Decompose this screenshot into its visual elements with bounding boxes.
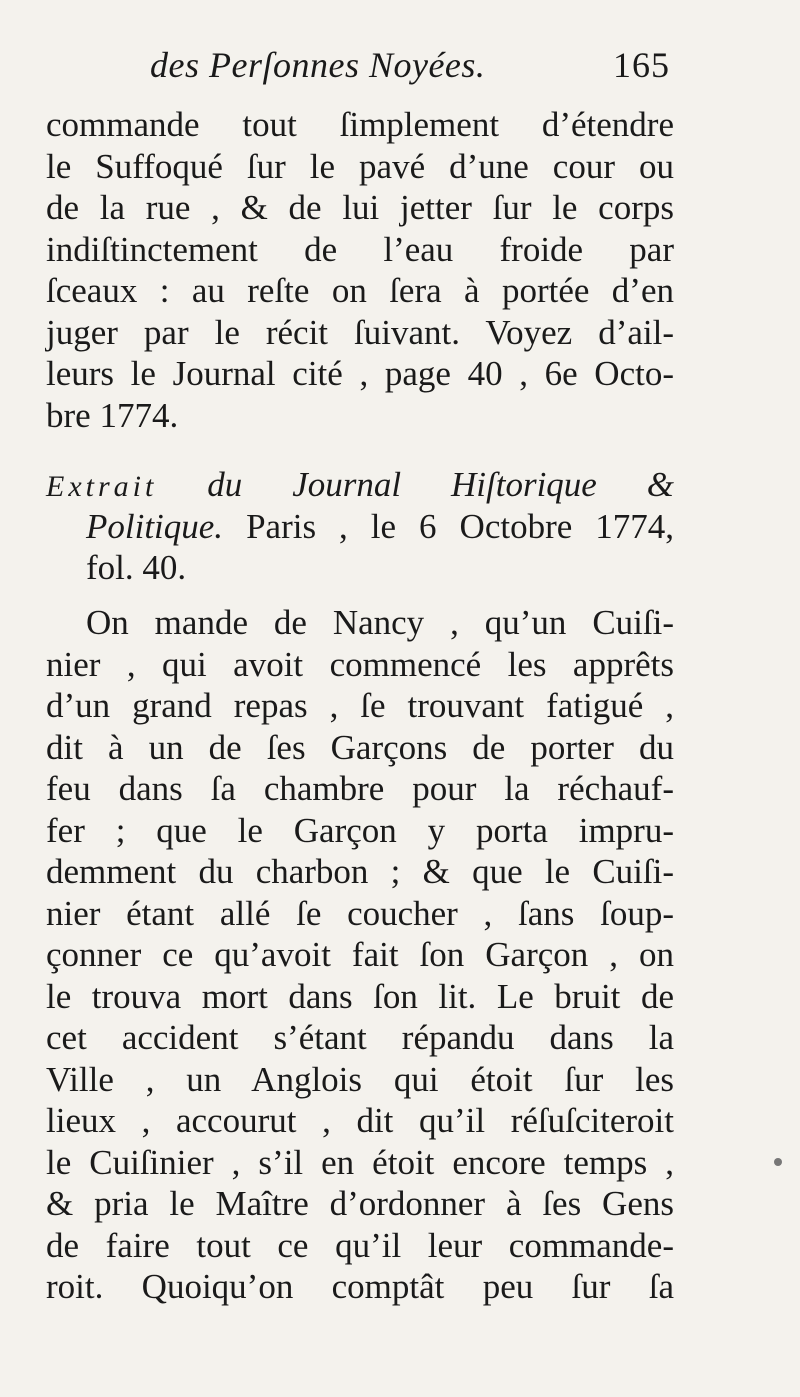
text-line: d’un grand repas , ſe trouvant fatigué , [46,686,674,725]
text-line: fer ; que le Garçon y porta impru- [46,810,674,850]
text-line: Ville , un Anglois qui étoit ſur les [46,1059,674,1099]
running-head [150,44,690,94]
text-line: ſceaux : au reſte on ſera à portée d’en [46,271,674,310]
text-line: lieux , accourut , dit qu’il réſuſciteroit [46,1101,674,1140]
text-line: & pria le Maître d’ordonner à ſes Gens [46,1184,674,1223]
text-line: le Suffoqué ſur le pavé d’une cour ou [46,146,674,186]
text-line: juger par le récit ſuivant. Voyez d’ail- [46,312,674,352]
extract-source: du Journal Hiſtorique & [207,465,674,504]
extract-line-1 [46,464,674,506]
extract-heading [46,464,674,589]
paragraph-continuation [46,104,674,436]
text-line: leurs le Journal cité , page 40 , 6e Octo- [46,354,674,393]
text-line: indiſtinctement de l’eau froide par [46,229,674,269]
text-line: de la rue , & de lui jetter ſur le corps [46,188,674,227]
extract-label: Extrait [46,470,158,503]
text-line: On mande de Nancy , qu’un Cuiſi- [86,603,674,642]
text-line: cet accident s’étant répandu dans la [46,1018,674,1057]
text-line: nier étant allé ſe coucher , ſans ſoup- [46,893,674,933]
running-title: des Perſonnes Noyées. [150,45,486,85]
text-line: commande tout ſimplement d’étendre [46,105,674,144]
extract-date: Paris , le 6 Octobre 1774, [246,506,675,546]
ink-spot [774,1158,782,1166]
extract-folio: fol. 40. [86,548,187,587]
text-line: le trouva mort dans ſon lit. Le bruit de [46,976,674,1016]
text-line: le Cuiſinier , s’il en étoit encore temps , [46,1142,674,1182]
text-line: nier , qui avoit commencé les apprêts [46,644,674,684]
text-line: roit. Quoiqu’on comptât peu ſur ſa [46,1267,674,1306]
page-number: 165 [613,45,670,85]
text-line: feu dans ſa chambre pour la réchauf- [46,769,674,808]
extract-line-2 [46,506,674,548]
text-line: de faire tout ce qu’il leur commande- [46,1225,674,1265]
text-line: demment du charbon ; & que le Cuiſi- [46,852,674,891]
text-line: bre 1774. [46,395,179,435]
text-line: dit à un de ſes Garçons de porter du [46,727,674,767]
extract-source-cont: Politique. [86,506,224,546]
text-line: çonner ce qu’avoit fait ſon Garçon , on [46,935,674,974]
paragraph-main [46,602,674,1308]
